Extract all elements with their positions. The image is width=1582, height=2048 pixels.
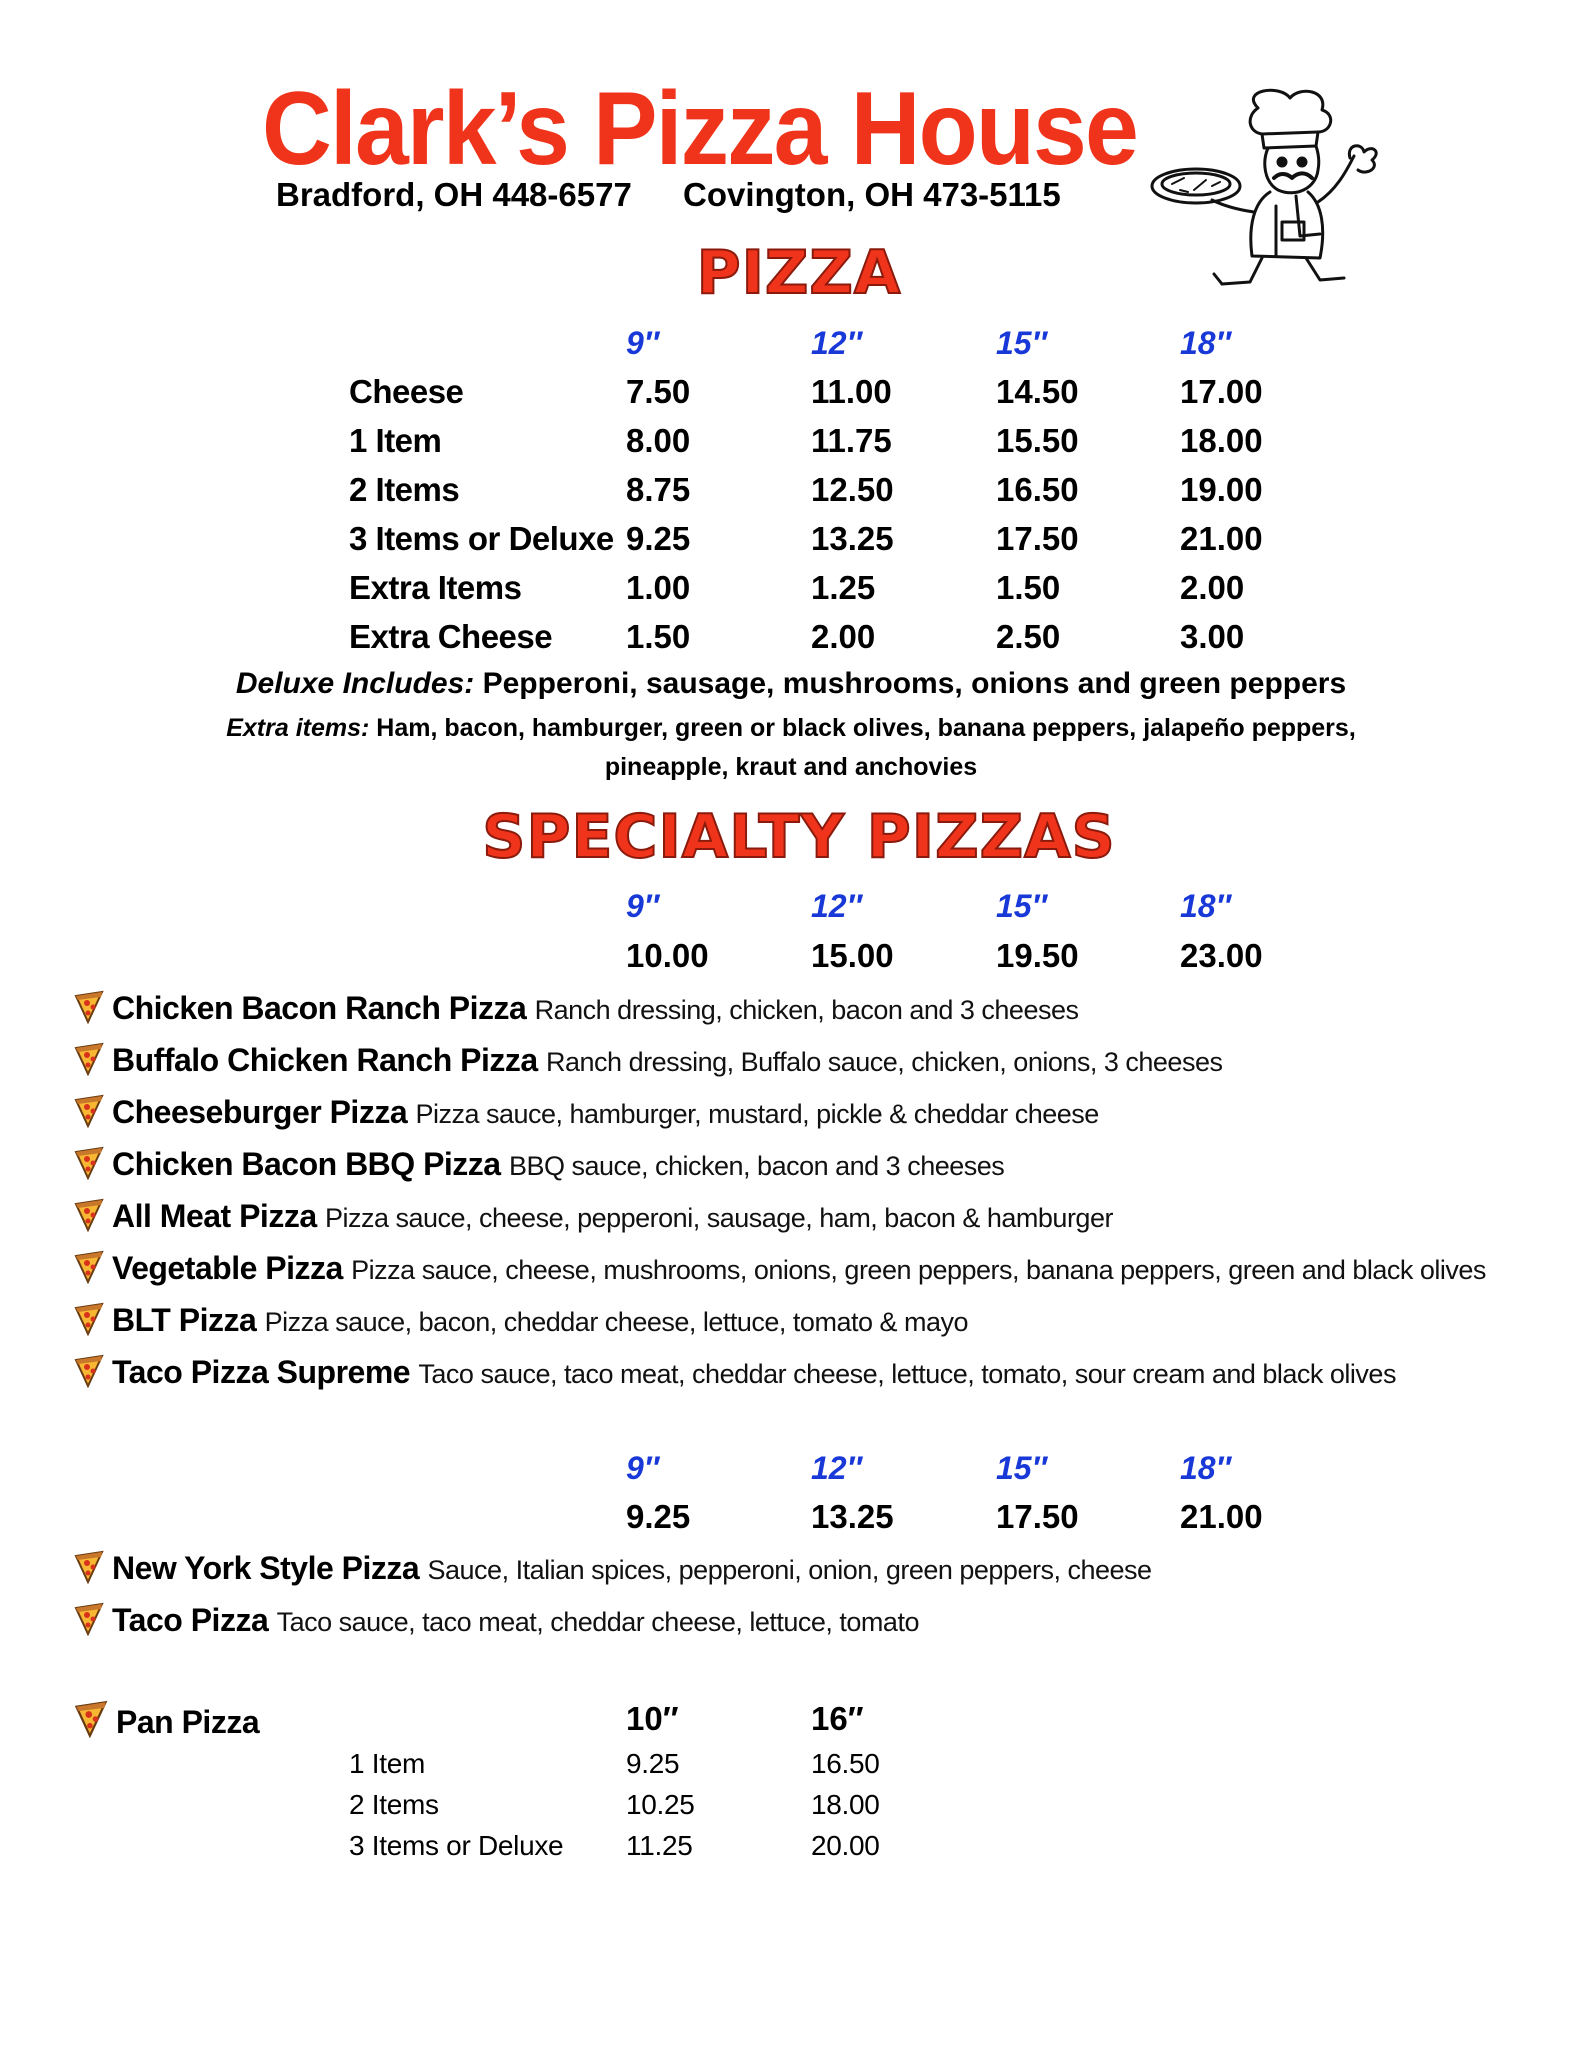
specialty-size-12: 12″ (811, 888, 862, 924)
pizza-slice-icon (72, 1198, 106, 1232)
pizza-price: 2.50 (996, 618, 1061, 655)
pizza-price: 7.50 (626, 373, 691, 410)
pizza-price: 18.00 (1180, 422, 1263, 459)
menu-item (72, 1042, 1222, 1079)
deluxe-label: Deluxe Includes: (235, 667, 475, 700)
pizza-slice-icon (72, 1146, 106, 1180)
menu-item (72, 1198, 1113, 1235)
item-name: Chicken Bacon Ranch Pizza (112, 990, 527, 1026)
pizza-slice-icon (72, 1094, 106, 1128)
item-name: Vegetable Pizza (112, 1250, 343, 1286)
menu-item (72, 1094, 1099, 1131)
menu-item (72, 1250, 1486, 1287)
pizza-slice-icon (72, 1700, 110, 1738)
specialty-section-title: SPECIALTY PIZZAS (482, 802, 1116, 872)
specialty-price: 19.50 (996, 937, 1079, 974)
item-description: Sauce, Italian spices, pepperoni, onion, green peppers, cheese (427, 1555, 1152, 1585)
pizza-price: 1.00 (626, 569, 691, 606)
pan-row-label: 3 Items or Deluxe (349, 1830, 564, 1861)
pan-size-10: 10″ (626, 1700, 679, 1737)
item-name: Chicken Bacon BBQ Pizza (112, 1146, 501, 1182)
pizza-price: 21.00 (1180, 520, 1263, 557)
pizza-row-label: 3 Items or Deluxe (349, 520, 614, 557)
pan-price: 20.00 (811, 1830, 880, 1861)
pizza-price: 8.00 (626, 422, 691, 459)
pizza-price: 17.00 (1180, 373, 1263, 410)
pizza-row-label: Extra Items (349, 569, 522, 606)
item-description: Pizza sauce, cheese, mushrooms, onions, green peppers, banana peppers, green and black olives (351, 1255, 1486, 1285)
deluxe-note (0, 667, 1582, 701)
pan-price: 10.25 (626, 1789, 695, 1820)
group2-price: 13.25 (811, 1498, 894, 1535)
extra-items-note (0, 714, 1582, 743)
specialty-size-18: 18″ (1180, 888, 1231, 924)
pizza-slice-icon (72, 1302, 106, 1336)
extra-items-text: Ham, bacon, hamburger, green or black olives, banana peppers, jalapeño peppers, (376, 714, 1356, 742)
extra-items-label: Extra items: (226, 714, 370, 742)
location-covington: Covington, OH 473-5115 (682, 176, 1061, 213)
pizza-price: 1.50 (626, 618, 691, 655)
pizza-price: 15.50 (996, 422, 1079, 459)
pizza-price: 19.00 (1180, 471, 1263, 508)
pizza-price: 2.00 (811, 618, 876, 655)
pizza-price: 8.75 (626, 471, 691, 508)
pan-pizza-heading (72, 1700, 259, 1741)
pizza-price: 13.25 (811, 520, 894, 557)
specialty-price: 15.00 (811, 937, 894, 974)
pizza-slice-icon (72, 1550, 106, 1584)
menu-item (72, 990, 1078, 1027)
pizza-slice-icon (72, 1042, 106, 1076)
pizza-slice-icon (72, 1602, 106, 1636)
item-name: Taco Pizza Supreme (112, 1354, 411, 1390)
item-description: Pizza sauce, bacon, cheddar cheese, lettuce, tomato & mayo (264, 1307, 969, 1337)
pizza-price: 3.00 (1180, 618, 1245, 655)
location-bradford: Bradford, OH 448-6577 (276, 176, 632, 213)
pizza-row-label: Cheese (349, 373, 464, 410)
restaurant-title: Clark’s Pizza House (262, 71, 1137, 187)
specialty-price: 10.00 (626, 937, 709, 974)
group2-size-12: 12″ (811, 1450, 862, 1486)
pizza-price: 1.50 (996, 569, 1061, 606)
item-name: Buffalo Chicken Ranch Pizza (112, 1042, 538, 1078)
pizza-price: 12.50 (811, 471, 894, 508)
item-description: BBQ sauce, chicken, bacon and 3 cheeses (508, 1151, 1005, 1181)
pan-pizza-name: Pan Pizza (116, 1704, 260, 1740)
item-name: Cheeseburger Pizza (112, 1094, 408, 1130)
pizza-price: 2.00 (1180, 569, 1245, 606)
group2-price: 21.00 (1180, 1498, 1263, 1535)
pan-price: 18.00 (811, 1789, 880, 1820)
pizza-price: 9.25 (626, 520, 691, 557)
pizza-price: 14.50 (996, 373, 1079, 410)
pizza-slice-icon (72, 1354, 106, 1388)
pan-price: 11.25 (626, 1830, 693, 1861)
pan-price: 9.25 (626, 1748, 680, 1779)
specialty-price: 23.00 (1180, 937, 1263, 974)
pizza-row-label: Extra Cheese (349, 618, 553, 655)
pizza-size-12: 12″ (811, 325, 862, 361)
item-name: All Meat Pizza (112, 1198, 317, 1234)
group2-size-15: 15″ (996, 1450, 1047, 1486)
pizza-price: 11.00 (811, 373, 892, 410)
pizza-price: 1.25 (811, 569, 876, 606)
item-description: Pizza sauce, cheese, pepperoni, sausage, ham, bacon & hamburger (324, 1203, 1113, 1233)
pan-size-16: 16″ (811, 1700, 864, 1737)
item-description: Pizza sauce, hamburger, mustard, pickle & cheddar cheese (415, 1099, 1099, 1129)
menu-item (72, 1302, 968, 1339)
group2-size-9: 9″ (626, 1450, 660, 1486)
pizza-size-15: 15″ (996, 325, 1047, 361)
menu-item (72, 1146, 1004, 1183)
extra-items-note-line2: pineapple, kraut and anchovies (604, 753, 978, 781)
pizza-slice-icon (72, 990, 106, 1024)
menu-item (72, 1602, 919, 1639)
pizza-section-title: PIZZA (696, 238, 902, 308)
item-description: Ranch dressing, chicken, bacon and 3 cheeses (534, 995, 1079, 1025)
pizza-size-9: 9″ (626, 325, 660, 361)
item-description: Taco sauce, taco meat, cheddar cheese, lettuce, tomato (276, 1607, 919, 1637)
group2-price: 9.25 (626, 1498, 691, 1535)
pan-price: 16.50 (811, 1748, 880, 1779)
item-name: Taco Pizza (112, 1602, 269, 1638)
item-name: BLT Pizza (112, 1302, 257, 1338)
deluxe-text: Pepperoni, sausage, mushrooms, onions and green peppers (482, 667, 1347, 700)
pan-row-label: 2 Items (349, 1789, 439, 1820)
group2-price: 17.50 (996, 1498, 1079, 1535)
pizza-price: 17.50 (996, 520, 1079, 557)
pizza-row-label: 2 Items (349, 471, 460, 508)
item-name: New York Style Pizza (112, 1550, 420, 1586)
menu-item (72, 1550, 1152, 1587)
pizza-price: 16.50 (996, 471, 1079, 508)
item-description: Ranch dressing, Buffalo sauce, chicken, onions, 3 cheeses (546, 1047, 1223, 1077)
pan-row-label: 1 Item (349, 1748, 426, 1779)
specialty-size-15: 15″ (996, 888, 1047, 924)
group2-size-18: 18″ (1180, 1450, 1231, 1486)
locations (276, 176, 1103, 214)
menu-item (72, 1354, 1396, 1391)
item-description: Taco sauce, taco meat, cheddar cheese, lettuce, tomato, sour cream and black olives (418, 1359, 1396, 1389)
pizza-size-18: 18″ (1180, 325, 1231, 361)
pizza-slice-icon (72, 1250, 106, 1284)
pizza-row-label: 1 Item (349, 422, 442, 459)
specialty-size-9: 9″ (626, 888, 660, 924)
pizza-price: 11.75 (811, 422, 892, 459)
